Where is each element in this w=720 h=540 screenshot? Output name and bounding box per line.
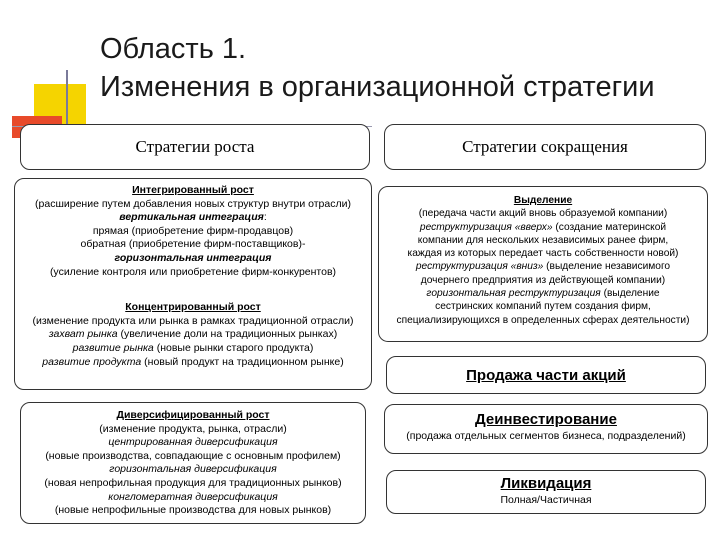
reverse-integration: обратная (приобретение фирм-поставщиков)- [80, 238, 306, 251]
integrated-heading: Интегрированный рост [132, 184, 254, 196]
concentrated-desc: (изменение продукта или рынка в рамках традиционной отрасли) [32, 314, 354, 327]
liquidation-desc: Полная/Частичная [500, 494, 592, 506]
restructuring-down-term: реструктуризация «вниз» [415, 261, 544, 273]
restructuring-horizontal-line [379, 287, 707, 300]
divestment-heading: Деинвестирование [475, 411, 617, 428]
restructuring-down-desc: (выделение независимого [543, 261, 671, 273]
conglomerate-diversification-term: конгломератная диверсификация [108, 490, 278, 503]
diversified-heading: Диверсифицированный рост [116, 409, 270, 421]
horizontal-diversification-term: горизонтальная диверсификация [109, 463, 277, 476]
title-line-2: Изменения в организационной стратегии [100, 71, 655, 103]
growth-strategies-header [20, 124, 370, 170]
product-development-term: развитие продукта [42, 355, 142, 368]
spinoff-line-6: дочернего предприятия из действующей компании) [420, 274, 666, 286]
centered-diversification-desc: (новые производства, совпадающие с основным профилем) [45, 449, 341, 462]
spinoff-line-1: (передача части акций вновь образуемой компании) [418, 208, 668, 220]
diversified-growth-box [20, 402, 366, 524]
horizontal-integration-desc: (усиление контроля или приобретение фирм-конкурентов) [49, 265, 337, 278]
spinoff-line-3: компании для нескольких независимых ранее фирм, [417, 234, 669, 246]
spinoff-line-9: специализирующихся в определенных сферах деятельности) [396, 314, 690, 326]
market-development-desc: (новые рынки старого продукта) [153, 341, 314, 354]
centered-diversification-term: центрированная диверсификация [108, 436, 278, 449]
reduction-strategies-header [384, 124, 706, 170]
spinoff-box [378, 186, 708, 342]
product-development-desc: (новый продукт на традиционном рынке) [141, 355, 344, 368]
vertical-integration-suffix: : [263, 211, 267, 224]
horizontal-integration-term: горизонтальная интеграция [114, 251, 272, 264]
title-line-1: Область 1. [100, 33, 247, 65]
market-development-line [15, 342, 371, 356]
direct-integration: прямая (приобретение фирм-продавцов) [92, 224, 294, 237]
diversified-desc: (изменение продукта, рынка, отрасли) [99, 422, 287, 435]
slide-title [100, 30, 655, 106]
market-capture-term: захват рынка [48, 328, 118, 341]
spinoff-line-8: сестринских компаний путем создания фирм, [435, 301, 651, 313]
restructuring-horizontal-desc: (выделение [600, 288, 660, 300]
integrated-desc: (расширение путем добавления новых структур внутри отрасли) [35, 197, 351, 210]
spinoff-heading: Выделение [513, 195, 573, 206]
vertical-integration-line [15, 211, 371, 225]
liquidation-heading: Ликвидация [500, 475, 592, 492]
concentrated-heading: Концентрированный рост [125, 301, 261, 314]
product-development-line [15, 356, 371, 370]
growth-details-box [14, 178, 372, 390]
vertical-integration-term: вертикальная интеграция [119, 211, 264, 224]
divestment-box [384, 404, 708, 454]
restructuring-up-line [379, 221, 707, 234]
conglomerate-diversification-desc: (новые непрофильные производства для новых рынков) [54, 504, 332, 517]
divestment-desc: (продажа отдельных сегментов бизнеса, подразделений) [406, 430, 686, 442]
restructuring-up-desc: (создание материнской [552, 221, 667, 233]
growth-header-label: Стратегии роста [135, 137, 255, 156]
restructuring-horizontal-term: горизонтальная реструктуризация [426, 288, 601, 300]
restructuring-up-term: реструктуризация «вверх» [419, 221, 553, 233]
market-capture-line [15, 328, 371, 342]
liquidation-box [386, 470, 706, 514]
spinoff-line-4: каждая из которых передает часть собственности новой) [407, 248, 679, 260]
share-sale-heading: Продажа части акций [466, 366, 626, 384]
partial-share-sale-box [386, 356, 706, 394]
market-development-term: развитие рынка [72, 341, 154, 354]
market-capture-desc: (увеличение доли на традиционных рынках) [117, 328, 338, 341]
horizontal-diversification-desc: (новая непрофильная продукция для традиционных рынков) [44, 476, 342, 489]
reduction-header-label: Стратегии сокращения [462, 137, 628, 156]
restructuring-down-line [379, 260, 707, 273]
